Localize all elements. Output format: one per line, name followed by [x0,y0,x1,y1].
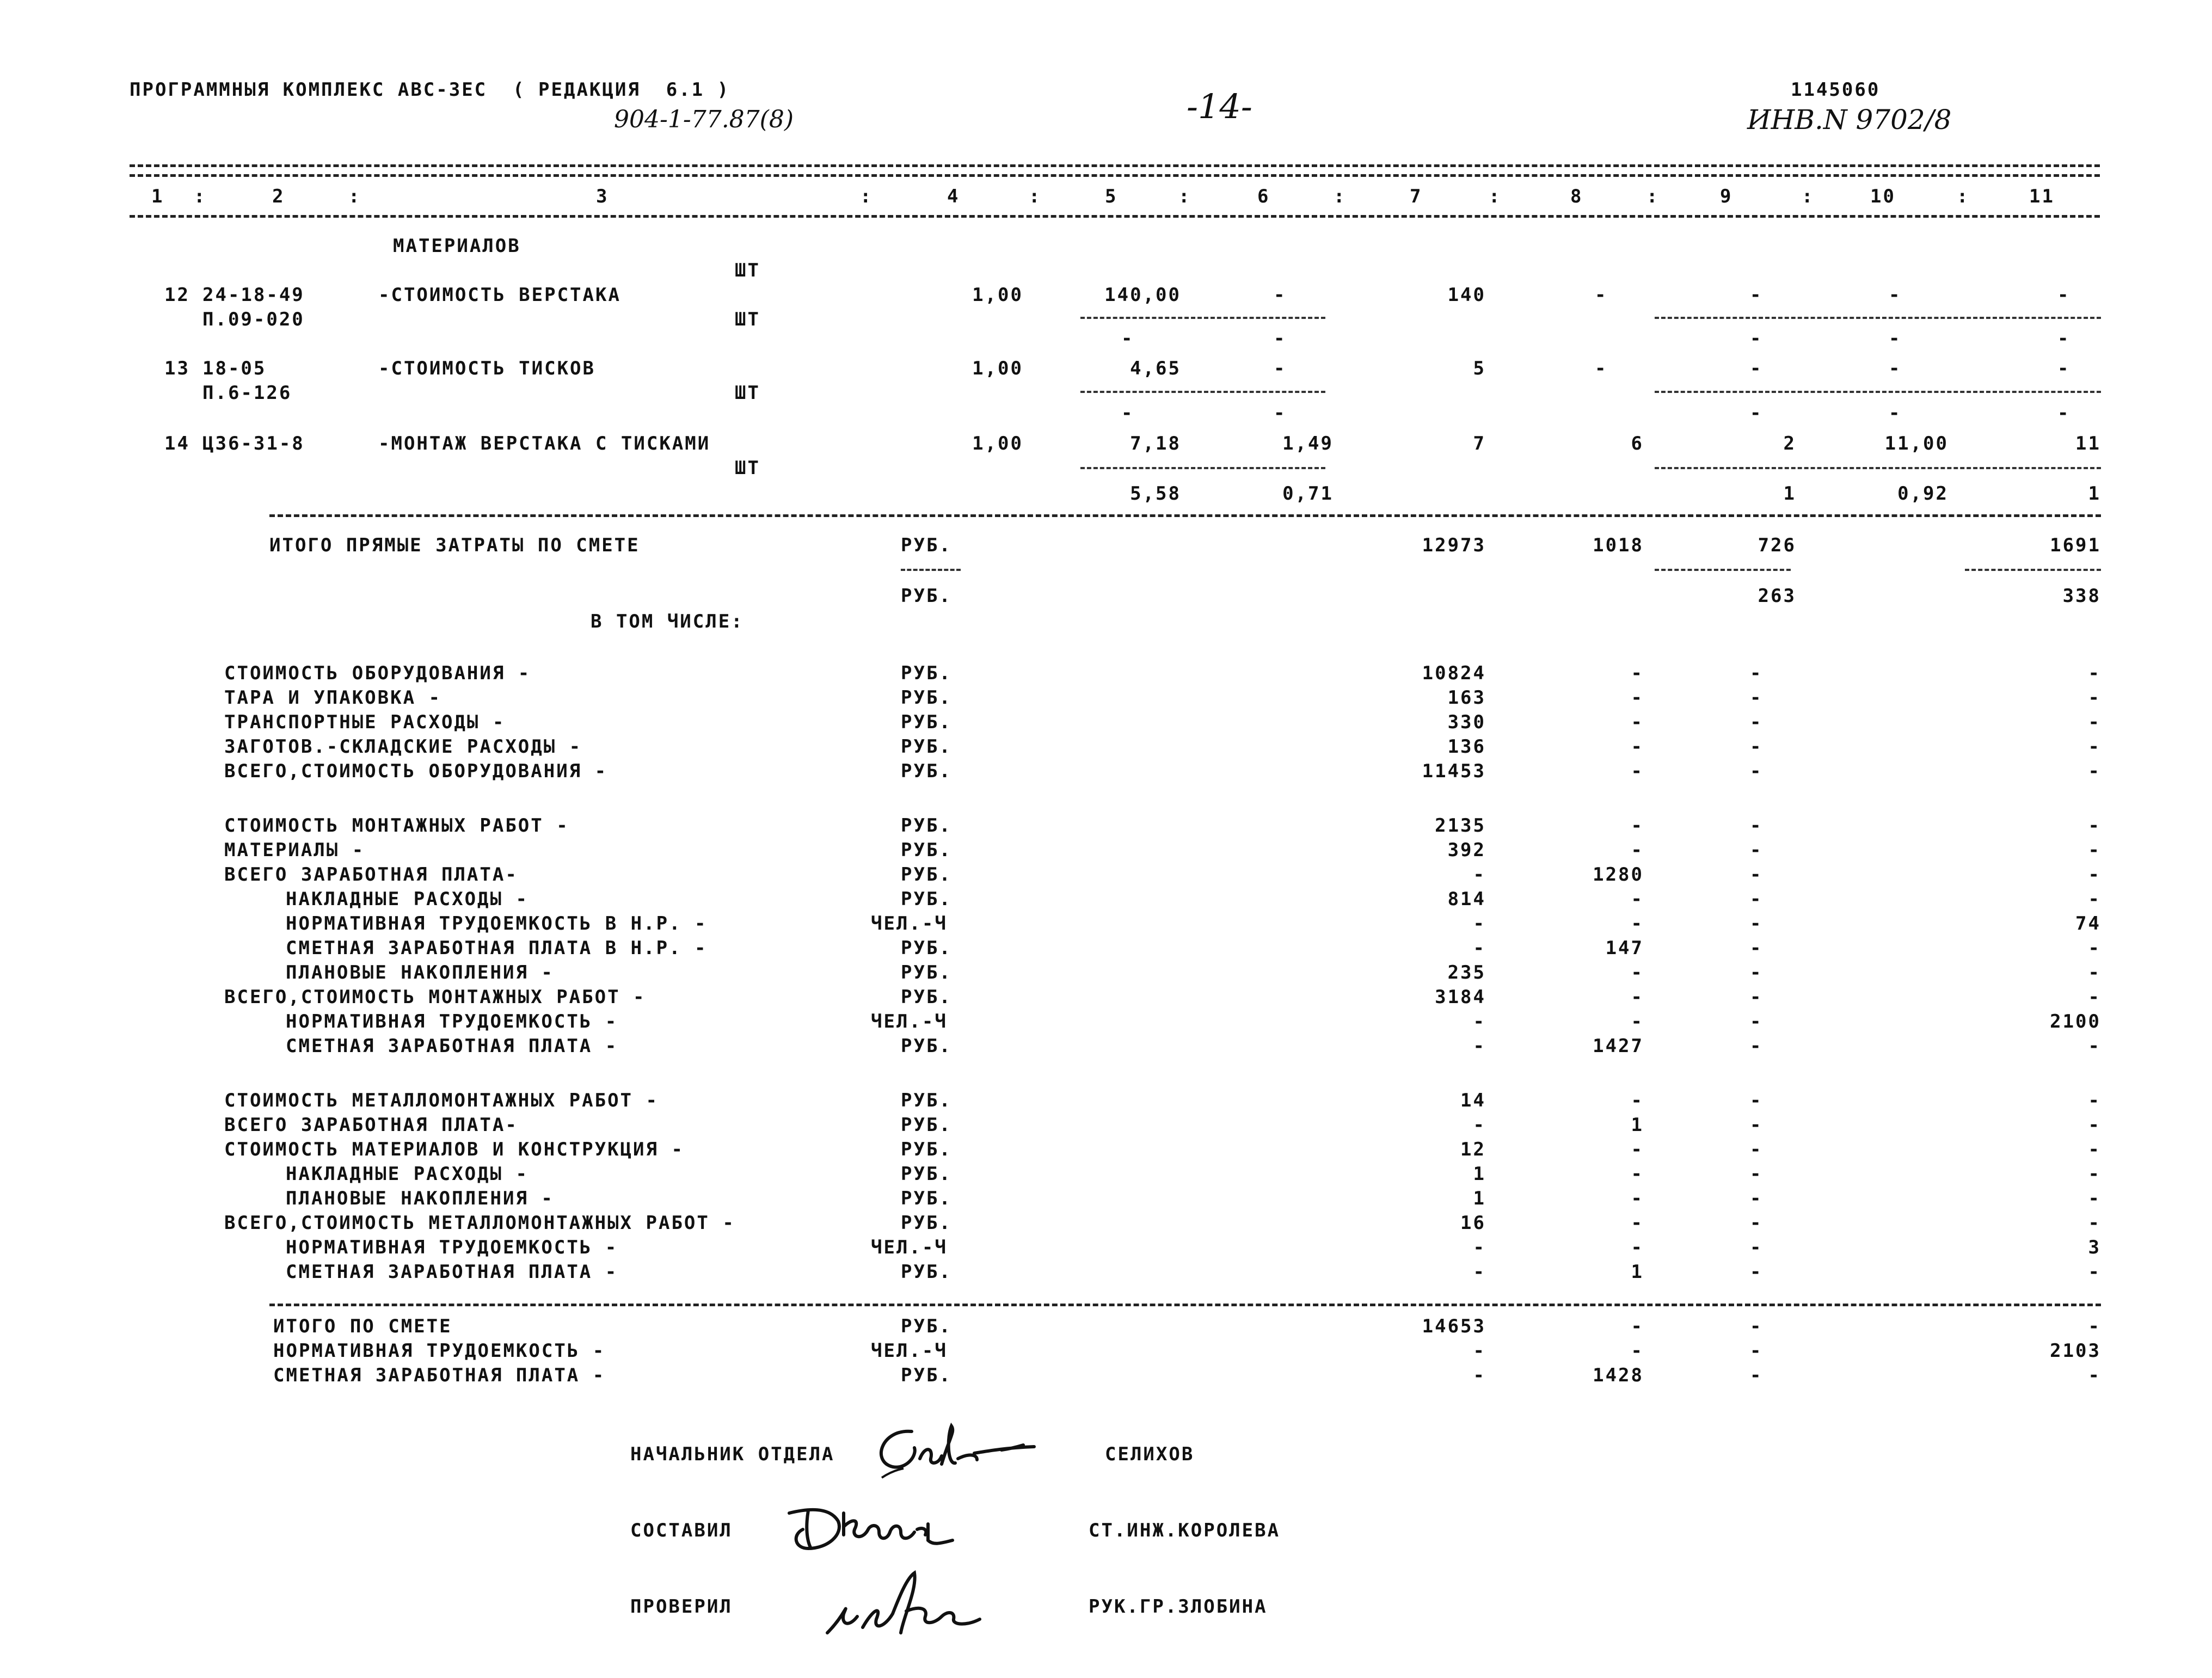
row-number: 12 [164,284,190,306]
summary-line-c7: 814 [1447,888,1486,910]
summary-line-c9: - [1750,1163,1763,1185]
summary-line-c11: - [2088,986,2101,1008]
summary-line-c11: 2100 [2050,1011,2101,1032]
summary-line-c8: - [1631,1139,1644,1160]
direct-costs-c11-salary: 338 [2062,585,2101,607]
dash: - [1750,328,1763,349]
summary-line-c11: - [2088,839,2101,861]
dash: - [1750,402,1763,424]
row-code: 24-18-49 [202,284,305,306]
summary-line-c7: - [1473,1114,1486,1136]
summary-line-label: ВСЕГО ЗАРАБОТНАЯ ПЛАТА- [224,864,518,886]
summary-line-unit: ЧЕЛ.-Ч [871,913,948,935]
summary-line-c8: - [1631,1237,1644,1258]
summary-line-c9: - [1750,1114,1763,1136]
handwritten-project-code: 904-1-77.87(8) [614,106,794,133]
col-4: 4 [947,186,960,207]
total-line-label: ИТОГО ПО СМЕТЕ [273,1316,452,1337]
summary-line-c11: - [2088,687,2101,709]
signature-role: ПРОВЕРИЛ [630,1596,733,1618]
col-11: 11 [2029,186,2055,207]
summary-line-label: ТРАНСПОРТНЫЕ РАСХОДЫ - [224,711,506,733]
summary-line-unit: РУБ. [901,1212,952,1234]
row-name: -СТОИМОСТЬ ТИСКОВ [378,358,595,379]
summary-line-c7: - [1473,1035,1486,1057]
summary-line-label: ВСЕГО,СТОИМОСТЬ МОНТАЖНЫХ РАБОТ - [224,986,646,1008]
summary-line-c7: 10824 [1422,662,1486,684]
row-name: -МОНТАЖ ВЕРСТАКА С ТИСКАМИ [378,433,711,454]
summary-line-label: СТОИМОСТЬ МОНТАЖНЫХ РАБОТ - [224,815,569,837]
summary-line-c8: - [1631,1212,1644,1234]
total-line-c8: 1428 [1593,1364,1644,1386]
signature-compiled-by [778,1497,1007,1562]
total-line-unit: ЧЕЛ.-Ч [871,1340,948,1362]
col-1: 1 [151,186,164,207]
total-line-c8: - [1631,1340,1644,1362]
summary-line-c9: - [1750,864,1763,886]
summary-line-c7: - [1473,864,1486,886]
summary-line-unit: РУБ. [901,1188,952,1209]
total-line-c9: - [1750,1340,1763,1362]
summary-line-c8: - [1631,815,1644,837]
row-qty: 1,00 [972,433,1023,454]
summary-line-c11: - [2088,937,2101,959]
row-price-ref: П.6-126 [202,382,292,404]
summary-line-c8: - [1631,736,1644,758]
subtotal-rule [1655,569,1791,571]
col-3: 3 [596,186,609,207]
summary-line-c8: 1427 [1593,1035,1644,1057]
rule-header-bottom [130,215,2100,218]
summary-line-unit: РУБ. [901,1035,952,1057]
summary-line-c11: - [2088,1261,2101,1283]
summary-line-label: ЗАГОТОВ.-СКЛАДСКИЕ РАСХОДЫ - [224,736,582,758]
subtotal-rule [1965,569,2101,571]
summary-line-c8: 1 [1631,1114,1644,1136]
direct-costs-c9: 726 [1758,534,1796,556]
dash: - [1889,328,1902,349]
summary-line-c11: 3 [2088,1237,2101,1258]
dash: - [1121,328,1134,349]
row-c10-salary: 0,92 [1897,483,1949,505]
dash: - [2057,328,2070,349]
summary-line-c7: 330 [1447,711,1486,733]
summary-line-c7: 136 [1447,736,1486,758]
total-line-label: НОРМАТИВНАЯ ТРУДОЕМКОСТЬ - [273,1340,606,1362]
row-c6-salary: 0,71 [1282,483,1334,505]
summary-line-c11: - [2088,1212,2101,1234]
total-line-c11: - [2088,1364,2101,1386]
col-2: 2 [272,186,285,207]
summary-line-label: СТОИМОСТЬ МЕТАЛЛОМОНТАЖНЫХ РАБОТ - [224,1090,659,1111]
signature-head-of-department [860,1415,1099,1486]
total-line-unit: РУБ. [901,1364,952,1386]
row-qty: 1,00 [972,284,1023,306]
summary-line-c7: - [1473,913,1486,935]
summary-line-c8: - [1631,839,1644,861]
rule-items-bottom [269,514,2101,517]
row-c7: 140 [1447,284,1486,306]
total-line-c7: 14653 [1422,1316,1486,1337]
summary-line-c8: - [1631,687,1644,709]
row-c5-salary: 5,58 [1130,483,1181,505]
summary-line-c11: - [2088,962,2101,984]
summary-line-c8: 147 [1605,937,1644,959]
summary-line-label: ВСЕГО,СТОИМОСТЬ МЕТАЛЛОМОНТАЖНЫХ РАБОТ - [224,1212,735,1234]
row-c9: 2 [1783,433,1796,454]
summary-line-unit: РУБ. [901,711,952,733]
dash: - [1274,402,1287,424]
summary-line-c9: - [1750,1212,1763,1234]
summary-line-label: ВСЕГО,СТОИМОСТЬ ОБОРУДОВАНИЯ - [224,760,608,782]
col-7: 7 [1410,186,1423,207]
summary-line-c7: 1 [1473,1163,1486,1185]
summary-line-c9: - [1750,937,1763,959]
summary-line-c11: - [2088,1139,2101,1160]
signature-name: СЕЛИХОВ [1105,1443,1195,1465]
summary-line-unit: РУБ. [901,864,952,886]
summary-line-unit: РУБ. [901,736,952,758]
summary-line-label: СТОИМОСТЬ ОБОРУДОВАНИЯ - [224,662,531,684]
summary-line-c7: 163 [1447,687,1486,709]
summary-line-c11: - [2088,1035,2101,1057]
total-line-c9: - [1750,1364,1763,1386]
summary-line-unit: РУБ. [901,687,952,709]
summary-line-label: СТОИМОСТЬ МАТЕРИАЛОВ И КОНСТРУКЦИЯ - [224,1139,684,1160]
signature-name: РУК.ГР.ЗЛОБИНА [1089,1596,1268,1618]
row-c7: 5 [1473,358,1486,379]
summary-line-unit: ЧЕЛ.-Ч [871,1237,948,1258]
row-c6: - [1274,358,1287,379]
summary-line-c11: - [2088,1163,2101,1185]
summary-line-c11: - [2088,815,2101,837]
summary-line-label: НОРМАТИВНАЯ ТРУДОЕМКОСТЬ - [286,1237,618,1258]
col-6: 6 [1257,186,1270,207]
summary-line-label: ТАРА И УПАКОВКА - [224,687,441,709]
summary-line-label: НОРМАТИВНАЯ ТРУДОЕМКОСТЬ В Н.Р. - [286,913,708,935]
row-c10: - [1889,284,1902,306]
rule-top-2 [130,174,2100,177]
row-c10: 11,00 [1884,433,1949,454]
dash: - [1274,328,1287,349]
summary-line-c9: - [1750,962,1763,984]
summary-line-label: МАТЕРИАЛЫ - [224,839,365,861]
summary-line-unit: РУБ. [901,962,952,984]
summary-line-c11: - [2088,736,2101,758]
unit-label: ШТ [735,457,760,479]
total-line-c11: - [2088,1316,2101,1337]
summary-line-c7: 1 [1473,1188,1486,1209]
summary-line-c9: - [1750,760,1763,782]
subtotal-rule [1655,391,2101,393]
summary-line-label: ВСЕГО ЗАРАБОТНАЯ ПЛАТА- [224,1114,518,1136]
summary-line-label: СМЕТНАЯ ЗАРАБОТНАЯ ПЛАТА - [286,1261,618,1283]
total-line-c8: - [1631,1316,1644,1337]
summary-line-c8: - [1631,962,1644,984]
summary-line-c8: - [1631,662,1644,684]
total-line-c7: - [1473,1340,1486,1362]
summary-line-c9: - [1750,1139,1763,1160]
summary-line-label: НАКЛАДНЫЕ РАСХОДЫ - [286,1163,529,1185]
subtotal-rule [901,569,961,571]
signature-role: НАЧАЛЬНИК ОТДЕЛА [630,1443,835,1465]
summary-line-unit: РУБ. [901,1090,952,1111]
signature-checked-by [811,1557,1018,1649]
dash: - [2057,402,2070,424]
including-label: В ТОМ ЧИСЛЕ: [591,611,744,632]
summary-line-c7: - [1473,1261,1486,1283]
summary-line-label: ПЛАНОВЫЕ НАКОПЛЕНИЯ - [286,962,554,984]
col-5: 5 [1105,186,1118,207]
summary-line-c7: 3184 [1435,986,1486,1008]
summary-line-c11: - [2088,864,2101,886]
direct-costs-c8: 1018 [1593,534,1644,556]
summary-line-unit: РУБ. [901,662,952,684]
summary-line-c8: - [1631,1011,1644,1032]
direct-costs-c9-salary: 263 [1758,585,1796,607]
summary-line-c8: 1 [1631,1261,1644,1283]
summary-line-c11: - [2088,662,2101,684]
summary-line-c7: 16 [1460,1212,1486,1234]
col-9: 9 [1720,186,1733,207]
unit-label: ШТ [735,309,760,330]
rule-top [130,164,2100,167]
rule-totals [269,1304,2101,1306]
summary-line-unit: РУБ. [901,839,952,861]
row-number: 14 [164,433,190,454]
summary-line-c11: - [2088,1114,2101,1136]
document-number: 1145060 [1791,79,1881,101]
summary-line-c11: - [2088,711,2101,733]
summary-line-c9: - [1750,986,1763,1008]
total-line-c9: - [1750,1316,1763,1337]
summary-line-c8: - [1631,913,1644,935]
row-c9: - [1750,284,1763,306]
summary-line-unit: РУБ. [901,1163,952,1185]
summary-line-label: СМЕТНАЯ ЗАРАБОТНАЯ ПЛАТА - [286,1035,618,1057]
summary-line-c7: - [1473,1237,1486,1258]
summary-line-unit: РУБ. [901,760,952,782]
summary-line-label: НАКЛАДНЫЕ РАСХОДЫ - [286,888,529,910]
total-line-c11: 2103 [2050,1340,2101,1362]
row-c9: - [1750,358,1763,379]
summary-line-c11: - [2088,1090,2101,1111]
summary-line-unit: РУБ. [901,815,952,837]
summary-line-c7: 14 [1460,1090,1486,1111]
materials-label: МАТЕРИАЛОВ [393,235,521,257]
row-c5: 140,00 [1104,284,1181,306]
total-line-c7: - [1473,1364,1486,1386]
summary-line-c8: - [1631,760,1644,782]
row-code: 18-05 [202,358,267,379]
row-c11: 11 [2075,433,2101,454]
summary-line-c8: - [1631,986,1644,1008]
summary-line-c9: - [1750,1261,1763,1283]
summary-line-c9: - [1750,1011,1763,1032]
summary-line-c11: - [2088,1188,2101,1209]
dash: - [1889,402,1902,424]
row-c9-salary: 1 [1783,483,1796,505]
summary-line-c9: - [1750,815,1763,837]
direct-costs-c7: 12973 [1422,534,1486,556]
summary-line-c7: 11453 [1422,760,1486,782]
row-c6: - [1274,284,1287,306]
row-c5: 4,65 [1130,358,1181,379]
page-number: -14- [1187,87,1252,126]
summary-line-unit: РУБ. [901,1114,952,1136]
summary-line-c11: - [2088,760,2101,782]
summary-line-c9: - [1750,662,1763,684]
summary-line-unit: ЧЕЛ.-Ч [871,1011,948,1032]
unit-label: ШТ [735,382,760,404]
summary-line-c7: 235 [1447,962,1486,984]
col-8: 8 [1570,186,1583,207]
summary-line-c9: - [1750,711,1763,733]
row-name: -СТОИМОСТЬ ВЕРСТАКА [378,284,621,306]
direct-costs-unit: РУБ. [901,534,952,556]
summary-line-c8: - [1631,711,1644,733]
subtotal-rule [1080,317,1325,319]
row-c8: 6 [1631,433,1644,454]
summary-line-unit: РУБ. [901,1139,952,1160]
row-c10: - [1889,358,1902,379]
dash: - [1121,402,1134,424]
summary-line-c9: - [1750,687,1763,709]
total-line-unit: РУБ. [901,1316,952,1337]
row-price-ref: П.09-020 [202,309,305,330]
summary-line-label: НОРМАТИВНАЯ ТРУДОЕМКОСТЬ - [286,1011,618,1032]
subtotal-rule [1655,317,2101,319]
row-c11: - [2057,284,2070,306]
row-c8: - [1595,284,1608,306]
row-c11-salary: 1 [2088,483,2101,505]
col-10: 10 [1870,186,1896,207]
summary-line-c7: 2135 [1435,815,1486,837]
direct-costs-unit-2: РУБ. [901,585,952,607]
subtotal-rule [1080,391,1325,393]
summary-line-unit: РУБ. [901,986,952,1008]
summary-line-c7: 392 [1447,839,1486,861]
summary-line-c7: - [1473,1011,1486,1032]
summary-line-label: СМЕТНАЯ ЗАРАБОТНАЯ ПЛАТА В Н.Р. - [286,937,708,959]
row-c8: - [1595,358,1608,379]
inventory-number: ИНВ.N 9702/8 [1747,104,1952,136]
program-title: ПРОГРАММНЫЯ КОМПЛЕКС АВС-ЗЕС ( РЕДАКЦИЯ 6.1 ) [130,79,730,101]
direct-costs-label: ИТОГО ПРЯМЫЕ ЗАТРАТЫ ПО СМЕТЕ [269,534,640,556]
summary-line-unit: РУБ. [901,1261,952,1283]
summary-line-c7: - [1473,937,1486,959]
row-c7: 7 [1473,433,1486,454]
summary-line-c11: - [2088,888,2101,910]
summary-line-c9: - [1750,736,1763,758]
summary-line-unit: РУБ. [901,937,952,959]
subtotal-rule [1655,467,2101,469]
summary-line-c8: - [1631,1163,1644,1185]
row-c6: 1,49 [1282,433,1334,454]
summary-line-label: ПЛАНОВЫЕ НАКОПЛЕНИЯ - [286,1188,554,1209]
summary-line-c9: - [1750,1237,1763,1258]
summary-line-c9: - [1750,888,1763,910]
row-c11: - [2057,358,2070,379]
row-number: 13 [164,358,190,379]
unit-label: ШТ [735,260,760,281]
row-qty: 1,00 [972,358,1023,379]
summary-line-c9: - [1750,1188,1763,1209]
summary-line-c8: - [1631,888,1644,910]
signature-role: СОСТАВИЛ [630,1520,733,1541]
signature-name: СТ.ИНЖ.КОРОЛЕВА [1089,1520,1281,1541]
row-c5: 7,18 [1130,433,1181,454]
summary-line-c9: - [1750,1035,1763,1057]
summary-line-c8: - [1631,1090,1644,1111]
summary-line-c7: 12 [1460,1139,1486,1160]
summary-line-c9: - [1750,1090,1763,1111]
summary-line-c8: 1280 [1593,864,1644,886]
summary-line-c9: - [1750,839,1763,861]
row-code: Ц36-31-8 [202,433,305,454]
summary-line-c11: 74 [2075,913,2101,935]
total-line-label: СМЕТНАЯ ЗАРАБОТНАЯ ПЛАТА - [273,1364,606,1386]
subtotal-rule [1080,467,1325,469]
summary-line-c8: - [1631,1188,1644,1209]
direct-costs-c11: 1691 [2050,534,2101,556]
summary-line-c9: - [1750,913,1763,935]
summary-line-unit: РУБ. [901,888,952,910]
